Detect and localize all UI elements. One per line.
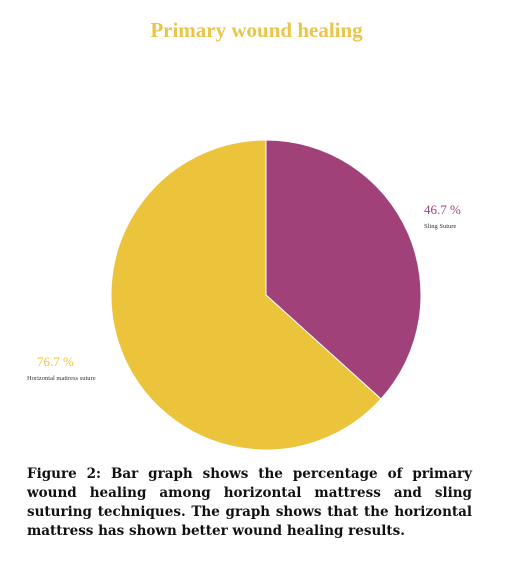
chart-title: Primary wound healing [150,18,363,42]
figure-caption: Figure 2: Bar graph shows the percentage of primary wound healing among horizontal mattress and sling suturing techniques. The graph shows that the horizontal mattress has shown better wound healing results. [27,466,472,539]
horizontal-name: Horizontal mattress suture [27,375,96,382]
sling-percent: 46.7 % [424,202,461,217]
slice-label-sling [424,202,461,230]
horizontal-percent: 76.7 % [37,354,74,369]
sling-name: Sling Suture [424,223,457,230]
slice-label-horizontal [27,354,96,382]
